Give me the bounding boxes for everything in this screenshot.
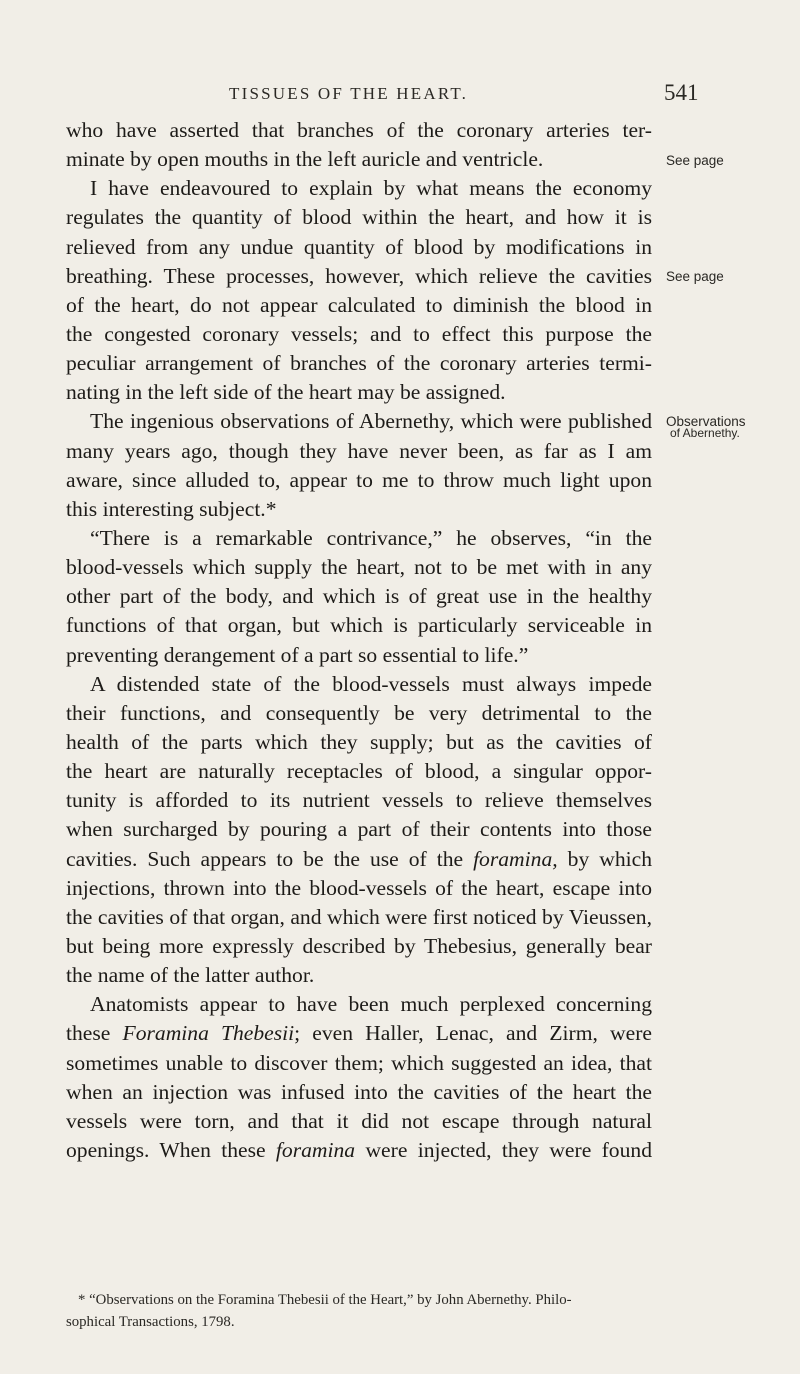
italic-term: Foramina Thebesii (122, 1021, 295, 1046)
text-line: The ingenious observations of Abernethy, which were published (90, 409, 652, 434)
text-line: cavities. Such appears to be the use of the foramina, by which (66, 846, 652, 871)
italic-term: foramina, (473, 846, 558, 871)
text-line: the heart are naturally receptacles of blood, a singular oppor- (66, 759, 652, 784)
text-line: the cavities of that organ, and which were first noticed by Vieussen, (66, 904, 652, 929)
text-line: but being more expressly described by Thebesius, generally bear (66, 933, 652, 958)
text-line: when an injection was infused into the cavities of the heart the (66, 1079, 652, 1104)
text-line: aware, since alluded to, appear to me to throw much light upon (66, 467, 652, 492)
text-line: who have asserted that branches of the coronary arteries ter- (66, 118, 652, 142)
text-line: I have endeavoured to explain by what means the economy (90, 176, 652, 201)
footnote-line: sophical Transactions, 1798. (66, 1314, 235, 1330)
body-text (66, 116, 652, 1165)
page-number: 541 (664, 80, 699, 105)
text-line: Anatomists appear to have been much perplexed concerning (90, 992, 652, 1017)
text-line: regulates the quantity of blood within the heart, and how it is (66, 205, 652, 230)
text-line: their functions, and consequently be very detrimental to the (66, 700, 652, 725)
text-line: minate by open mouths in the left auricle and ventricle. (66, 147, 544, 172)
text-line: health of the parts which they supply; but as the cavities of (66, 729, 652, 754)
text-line: of the heart, do not appear calculated to diminish the blood in (66, 292, 652, 317)
page-header (0, 80, 800, 114)
text-line: this interesting subject.* (66, 496, 277, 521)
text-line: relieved from any undue quantity of blood by modifications in (66, 234, 652, 259)
text-line: vessels were torn, and that it did not escape through natural (66, 1108, 652, 1133)
text-line: these Foramina Thebesii; even Haller, Lenac, and Zirm, were (66, 1021, 652, 1046)
margin-note-observations-line1: Observations (666, 414, 746, 429)
text-line: the name of the latter author. (66, 963, 315, 988)
text-line: other part of the body, and which is of great use in the healthy (66, 584, 652, 609)
running-head: TISSUES OF THE HEART. (229, 84, 469, 103)
italic-term: foramina (275, 1137, 356, 1162)
footnote-line: * “Observations on the Foramina Thebesii of the Heart,” by John Abernethy. Philo- (78, 1292, 572, 1308)
text-line: preventing derangement of a part so essential to life.” (66, 642, 529, 667)
text-line: functions of that organ, but which is particularly serviceable in (66, 613, 652, 638)
text-line: A distended state of the blood-vessels must always impede (90, 671, 652, 696)
margin-note-see-page: See page (666, 153, 724, 168)
text-line: blood-vessels which supply the heart, not to be met with in any (66, 555, 652, 580)
text-line: openings. When these foramina were injected, they were found (66, 1137, 652, 1162)
text-line: sometimes unable to discover them; which suggested an idea, that (66, 1050, 652, 1075)
margin-note-observations (666, 414, 746, 440)
text-line: the congested coronary vessels; and to effect this purpose the (66, 321, 652, 346)
text-line: “There is a remarkable contrivance,” he observes, “in the (90, 525, 652, 550)
text-line: when surcharged by pouring a part of their contents into those (66, 817, 652, 842)
text-line: breathing. These processes, however, which relieve the cavities (66, 263, 652, 288)
text-line: many years ago, though they have never been, as far as I am (66, 438, 652, 463)
text-line: tunity is afforded to its nutrient vessels to relieve themselves (66, 788, 652, 813)
text-line: injections, thrown into the blood-vessels of the heart, escape into (66, 875, 652, 900)
text-line: peculiar arrangement of branches of the coronary arteries termi- (66, 351, 652, 376)
margin-note-observations-line2: of Abernethy. (670, 426, 740, 440)
text-line: nating in the left side of the heart may be assigned. (66, 380, 506, 405)
margin-note-see-page: See page (666, 269, 724, 284)
footnote (66, 1289, 652, 1333)
